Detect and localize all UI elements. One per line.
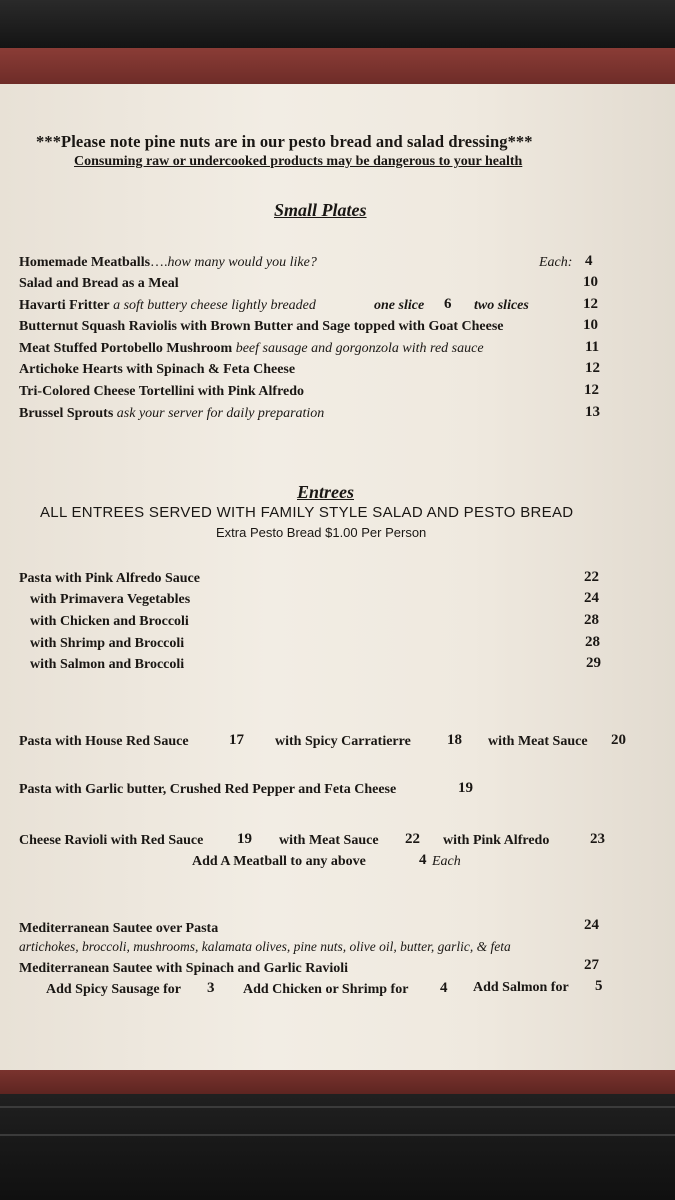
menu-border-top [0,48,675,84]
each-label: Each: [539,255,573,270]
option-label: with Pink Alfredo [443,833,550,848]
addon-label: Add Chicken or Shrimp for [243,982,409,997]
list-item: with Salmon and Broccoli [30,657,185,672]
small-plates-heading: Small Plates [274,200,367,220]
item-price: 22 [584,569,599,585]
addon-price: 4 [440,980,448,996]
addon-price: 4 [419,852,427,868]
item-desc: ask your server for daily preparation [116,406,325,421]
item-price: 24 [584,917,599,933]
list-item: Pasta with House Red Sauce [19,734,189,749]
list-item: with Primavera Vegetables [30,592,191,607]
item-price: 24 [584,590,599,606]
addon-price: 5 [595,978,603,994]
consumer-warning: Consuming raw or undercooked products may be dangerous to your health [74,154,523,169]
item-price: 11 [585,339,600,355]
pine-nut-notice: ***Please note pine nuts are in our pesto bread and salad dressing*** [36,132,533,151]
list-item [19,298,316,314]
list-item: Butternut Squash Raviolis with Brown Butter and Sage topped with Goat Cheese [19,319,504,334]
item-price: 29 [586,655,601,671]
item-price: 28 [585,634,600,650]
option-label: with Meat Sauce [488,734,588,749]
list-item: with Shrimp and Broccoli [30,636,185,651]
option-price: 22 [405,831,420,847]
item-desc: artichokes, broccoli, mushrooms, kalamata olives, pine nuts, olive oil, butter, garlic, & feta [19,939,511,954]
list-item: Salad and Bread as a Meal [19,276,179,291]
addon-label: Add Spicy Sausage for [46,982,181,997]
item-price: 19 [237,831,252,847]
menu-cover-top [0,0,675,50]
option-price: 18 [447,732,462,748]
item-desc: how many would you like? [167,255,317,270]
list-item: Artichoke Hearts with Spinach & Feta Cheese [19,362,296,377]
list-item: Pasta with Pink Alfredo Sauce [19,571,200,586]
list-item: Mediterranean Sautee with Spinach and Garlic Ravioli [19,961,348,976]
addon-price: 3 [207,980,215,996]
item-name: Havarti Fritter [19,298,110,313]
item-dots: …. [150,255,168,270]
item-price: 12 [585,360,600,376]
option-price: 20 [611,732,626,748]
list-item [19,255,317,271]
item-price: 4 [585,253,593,269]
option-label: two slices [474,298,529,313]
list-item: Mediterranean Sautee over Pasta [19,921,219,936]
item-price: 19 [458,780,473,796]
addon-label: Add Salmon for [473,980,569,995]
item-price: 12 [584,382,599,398]
item-price: 27 [584,957,599,973]
list-item [19,406,324,422]
list-item [19,341,484,357]
item-price: 10 [583,317,598,333]
list-item: Tri-Colored Cheese Tortellini with Pink Alfredo [19,384,305,399]
option-price: 23 [590,831,605,847]
option-label: one slice [374,298,425,313]
list-item: Cheese Ravioli with Red Sauce [19,833,204,848]
item-price: 28 [584,612,599,628]
list-item: with Chicken and Broccoli [30,614,189,629]
entrees-subheading: ALL ENTREES SERVED WITH FAMILY STYLE SALAD AND PESTO BREAD [40,504,574,521]
item-price: 12 [583,296,598,312]
item-price: 10 [583,274,598,290]
extra-bread-note: Extra Pesto Bread $1.00 Per Person [216,525,427,540]
item-desc: a soft buttery cheese lightly breaded [113,298,316,313]
meatball-addon: Add A Meatball to any above [192,854,366,869]
option-label: with Meat Sauce [279,833,379,848]
item-name: Brussel Sprouts [19,406,114,421]
item-name: Meat Stuffed Portobello Mushroom [19,341,233,356]
option-label: with Spicy Carratierre [275,734,411,749]
item-price: 13 [585,404,600,420]
addon-unit: Each [432,854,461,869]
item-name: Homemade Meatballs [19,255,151,270]
entrees-heading: Entrees [297,482,355,502]
menu-border-bottom [0,1070,675,1094]
item-desc: beef sausage and gorgonzola with red sauce [235,341,484,356]
item-price: 17 [229,732,244,748]
list-item: Pasta with Garlic butter, Crushed Red Pepper and Feta Cheese [19,782,397,797]
option-price: 6 [444,296,452,312]
menu-cover-bottom [0,1094,675,1200]
